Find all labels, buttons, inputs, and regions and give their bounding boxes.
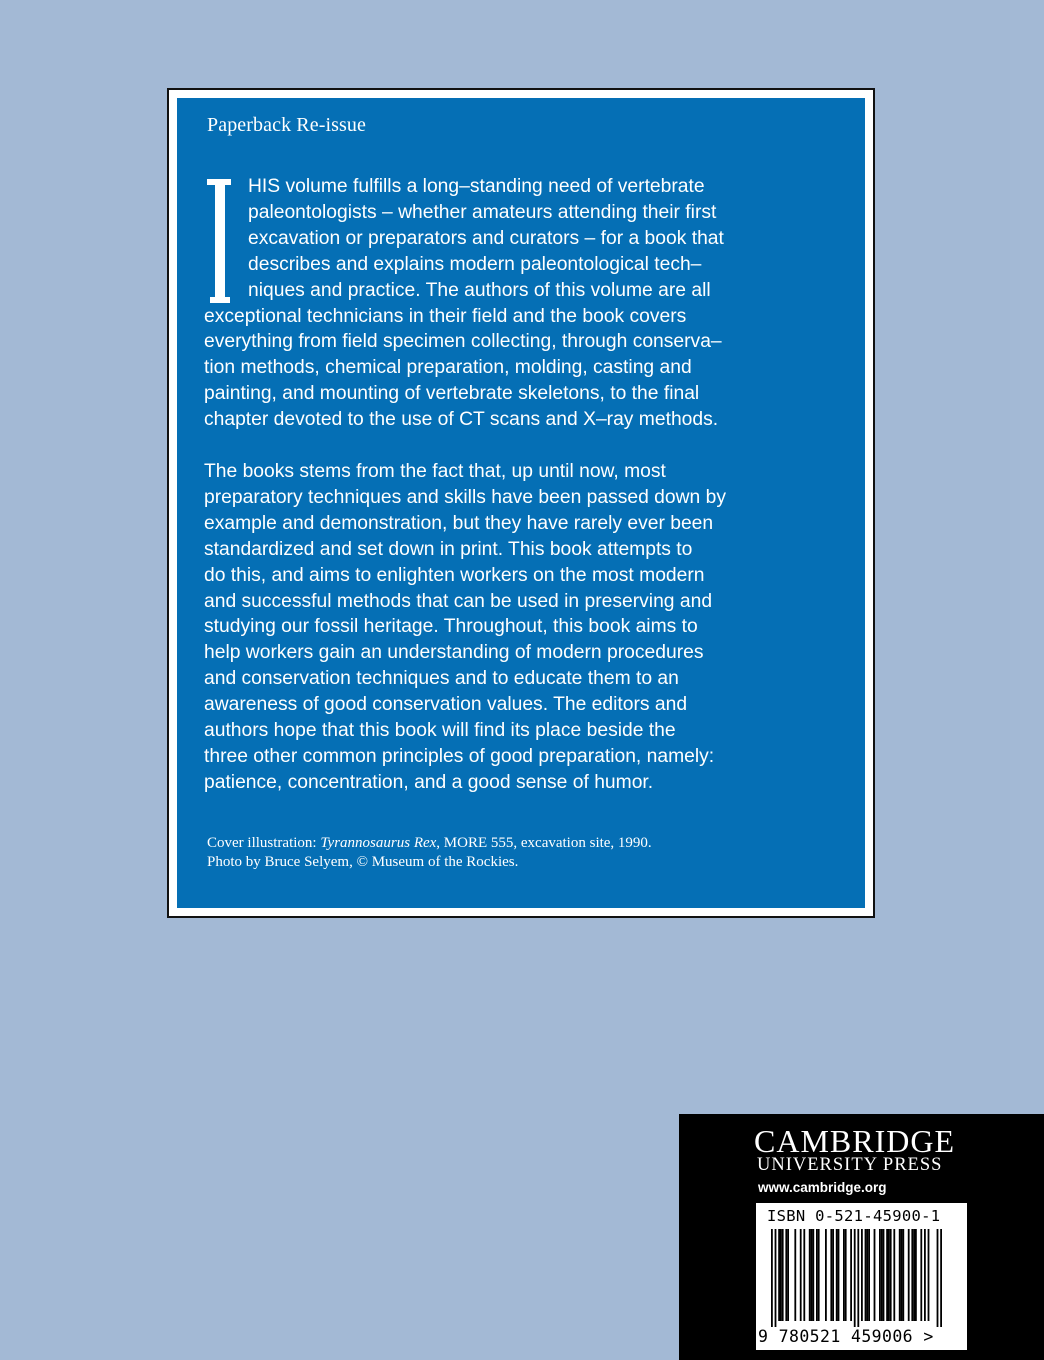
paragraph-line: do this, and aims to enlighten workers on the most modern [204, 564, 705, 586]
paragraph-line: everything from field specimen collecting, through conserva– [204, 331, 722, 353]
barcode-box [756, 1203, 967, 1350]
description-panel-frame [167, 88, 875, 918]
barcode-bar [854, 1229, 856, 1327]
paragraph-line: HIS volume fulfills a long–standing need of vertebrate [248, 176, 705, 197]
paragraph-line: The books stems from the fact that, up until now, most [204, 461, 666, 482]
barcode-bar [940, 1229, 942, 1327]
barcode-bar [888, 1229, 890, 1321]
barcode-bar [890, 1229, 892, 1321]
paragraph-line: chapter devoted to the use of CT scans and X–ray methods. [204, 409, 719, 431]
paragraph-line: excavation or preparators and curators – for a book that [248, 227, 724, 249]
barcode-bar [902, 1229, 904, 1321]
paragraph-line: patience, concentration, and a good sense of humor. [204, 771, 654, 793]
barcode-bar [800, 1229, 802, 1321]
barcode-bar [818, 1229, 820, 1321]
barcode-bar [868, 1229, 870, 1321]
paragraph-line: example and demonstration, but they have rarely ever been [204, 512, 714, 534]
barcode-bar [937, 1229, 939, 1327]
barcode-bar [811, 1229, 813, 1321]
publisher-subname: UNIVERSITY PRESS [757, 1155, 943, 1175]
paragraph-line: and conservation techniques and to educate them to an [204, 668, 679, 690]
ean-digits: 9 780521 459006 > [758, 1327, 934, 1346]
paragraph-line: preparatory techniques and skills have been passed down by [204, 486, 726, 508]
barcode-bar [832, 1229, 834, 1321]
barcode-bar [816, 1229, 818, 1321]
description-panel [177, 98, 865, 908]
paragraph-line: describes and explains modern paleontological tech– [248, 253, 702, 275]
publisher-name: CAMBRIDGE [754, 1123, 956, 1159]
barcode-bar [838, 1229, 840, 1321]
barcode-bar [787, 1229, 789, 1321]
cover-credit-line-2: Photo by Bruce Selyem, © Museum of the Rockies. [207, 853, 519, 870]
publisher-block [679, 1114, 1044, 1360]
paragraph-line: authors hope that this book will find its place beside the [204, 720, 676, 742]
barcode-bar [874, 1229, 876, 1321]
barcode-bar [825, 1229, 827, 1321]
barcode-bar [861, 1229, 863, 1321]
barcode-bar [830, 1229, 832, 1321]
paragraph-line: niques and practice. The authors of this volume are all [248, 279, 711, 301]
paragraph-line: three other common principles of good preparation, namely: [204, 745, 715, 767]
barcode-bar [843, 1229, 845, 1321]
barcode-bar [924, 1229, 926, 1321]
barcode-bar [775, 1229, 777, 1327]
barcode-bar [893, 1229, 895, 1321]
isbn-label: ISBN 0-521-45900-1 [767, 1207, 941, 1225]
barcode-bar [908, 1229, 910, 1321]
barcode-bar [883, 1229, 885, 1321]
barcode-bar [778, 1229, 780, 1321]
credit-title: Tyrannosaurus Rex [320, 835, 437, 851]
barcode-bar [913, 1229, 915, 1321]
cover-credit [207, 834, 652, 871]
paragraph-line: tion methods, chemical preparation, molding, casting and [204, 357, 692, 379]
edition-label: Paperback Re-issue [207, 114, 366, 136]
barcode-bar [866, 1229, 868, 1321]
barcode-bar [780, 1229, 782, 1321]
barcode-bar [845, 1229, 847, 1321]
description-paragraph-1 [204, 174, 724, 433]
paragraph-line: studying our fossil heritage. Throughout, this book aims to [204, 616, 698, 638]
barcode-bar [809, 1229, 811, 1321]
paragraph-line: standardized and set down in print. This book attempts to [204, 538, 693, 560]
paragraph-line: exceptional technicians in their field and the book covers [204, 305, 687, 327]
barcode-bar [879, 1229, 881, 1321]
barcode-bar [920, 1229, 922, 1321]
barcode-bar [812, 1229, 814, 1321]
paragraph-line: awareness of good conservation values. The editors and [204, 694, 688, 716]
barcode-bar [771, 1229, 773, 1327]
barcode-bar [928, 1229, 930, 1321]
barcode-bar [785, 1229, 787, 1321]
paragraph-line: paleontologists – whether amateurs attending their first [248, 201, 717, 223]
paragraph-line: and successful methods that can be used in preserving and [204, 590, 713, 612]
barcode-bar [803, 1229, 805, 1321]
publisher-url[interactable]: www.cambridge.org [758, 1180, 887, 1195]
cover-credit-line-1 [207, 834, 652, 853]
description-paragraph-2 [204, 459, 726, 796]
barcode-bar [886, 1229, 888, 1321]
paragraph-line: painting, and mounting of vertebrate skeletons, to the final [204, 383, 700, 405]
barcode-graphic [756, 1229, 967, 1327]
barcode-bar [836, 1229, 838, 1321]
credit-rest: , MORE 555, excavation site, 1990. [436, 835, 652, 851]
barcode-bar [782, 1229, 784, 1321]
barcode-bar [911, 1229, 913, 1321]
barcode-bar [899, 1229, 901, 1321]
barcode-bar [901, 1229, 903, 1321]
credit-prefix: Cover illustration: [207, 835, 321, 851]
barcode-bar [865, 1229, 867, 1321]
barcode-bar [850, 1229, 852, 1321]
barcode-bar [794, 1229, 796, 1321]
barcode-bar [915, 1229, 917, 1321]
barcode-bar [857, 1229, 859, 1327]
barcode-bar [881, 1229, 883, 1321]
paragraph-line: help workers gain an understanding of modern procedures [204, 642, 704, 664]
